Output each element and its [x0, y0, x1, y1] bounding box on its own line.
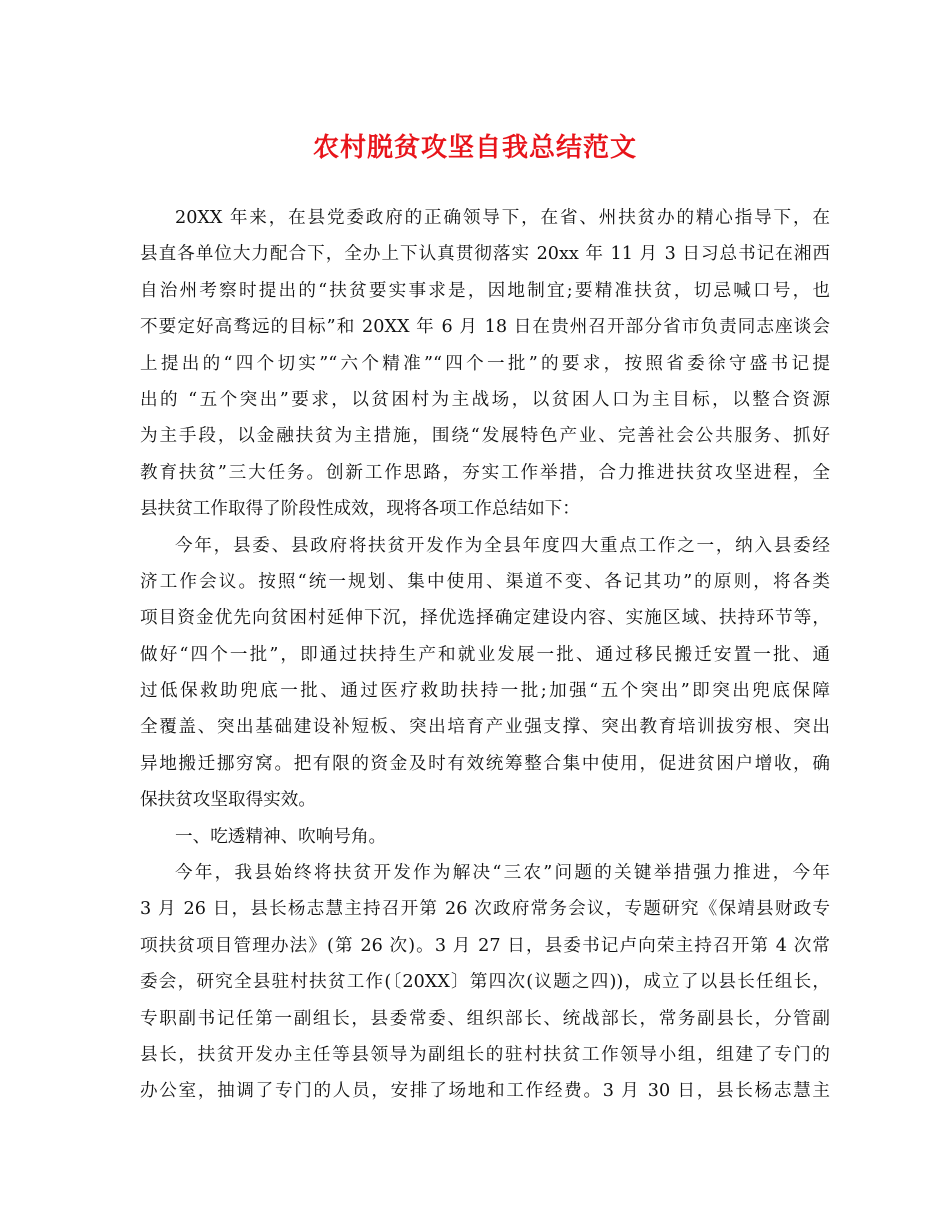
text-line: 县扶贫工作取得了阶段性成效，现将各项工作总结如下：: [140, 499, 580, 520]
text-line: 为主手段，以金融扶贫为主措施，围绕“发展特色产业、完善社会公共服务、抓好: [140, 426, 830, 447]
document-body: [140, 200, 830, 1110]
text-line: 20XX 年来，在县党委政府的正确领导下，在省、州扶贫办的精心指导下，在: [175, 208, 830, 228]
document-title: 农村脱贫攻坚自我总结范文: [312, 133, 637, 163]
text-line: 异地搬迁挪穷窝。把有限的资金及时有效统筹整合集中使用，促进贫困户增收，确: [140, 753, 830, 774]
section-heading: [140, 819, 830, 855]
text-line: 过低保救助兜底一批、通过医疗救助扶持一批;加强“五个突出”即突出兜底保障: [140, 681, 830, 702]
text-line: 委会，研究全县驻村扶贫工作(〔20XX〕第四次(议题之四))，成立了以县长任组长，: [140, 972, 830, 993]
text-line: 办公室，抽调了专门的人员，安排了场地和工作经费。3 月 30 日，县长杨志慧主: [140, 1081, 830, 1102]
text-line: 济工作会议。按照“统一规划、集中使用、渠道不变、各记其功”的原则，将各类: [140, 571, 830, 592]
text-line: 自治州考察时提出的“扶贫要实事求是，因地制宜;要精准扶贫，切忌喊口号，也: [140, 280, 830, 301]
text-line: 做好“四个一批”，即通过扶持生产和就业发展一批、通过移民搬迁安置一批、通: [140, 644, 830, 665]
text-line: 保扶贫攻坚取得实效。: [140, 790, 316, 811]
text-line: 教育扶贫”三大任务。创新工作思路，夯实工作举措，合力推进扶贫攻坚进程，全: [140, 462, 830, 483]
paragraph-intro: [140, 200, 830, 528]
section-heading-text: 一、吃透精神、吹响号角。: [175, 826, 387, 847]
paragraph-meetings: [140, 855, 830, 1110]
text-line: 出的 “五个突出”要求，以贫困村为主战场，以贫困人口为主目标，以整合资源: [140, 389, 830, 410]
text-line: 项扶贫项目管理办法》(第 26 次)。3 月 27 日，县委书记卢向荣主持召开第 4 次常: [140, 935, 830, 956]
text-line: 县直各单位大力配合下，全办上下认真贯彻落实 20xx 年 11 月 3 日习总书记在湘西: [140, 244, 830, 265]
text-line: 今年，县委、县政府将扶贫开发作为全县年度四大重点工作之一，纳入县委经: [175, 535, 830, 556]
text-line: 全覆盖、突出基础建设补短板、突出培育产业强支撑、突出教育培训拔穷根、突出: [140, 717, 830, 738]
text-line: 专职副书记任第一副组长，县委常委、组织部长、统战部长，常务副县长，分管副: [140, 1008, 830, 1029]
text-line: 县长，扶贫开发办主任等县领导为副组长的驻村扶贫工作领导小组，组建了专门的: [140, 1044, 830, 1065]
text-line: 不要定好高骛远的目标”和 20XX 年 6 月 18 日在贵州召开部分省市负责同志座谈会: [140, 317, 830, 338]
text-line: 上提出的“四个切实”“六个精准”“四个一批”的要求，按照省委徐守盛书记提: [140, 353, 830, 374]
text-line: 3 月 26 日，县长杨志慧主持召开第 26 次政府常务会议，专题研究《保靖县财政专: [140, 899, 830, 920]
text-line: 今年，我县始终将扶贫开发作为解决“三农”问题的关键举措强力推进，今年: [175, 863, 830, 884]
text-line: 项目资金优先向贫困村延伸下沉，择优选择确定建设内容、实施区域、扶持环节等，: [140, 608, 830, 629]
paragraph-key-work: [140, 528, 830, 819]
